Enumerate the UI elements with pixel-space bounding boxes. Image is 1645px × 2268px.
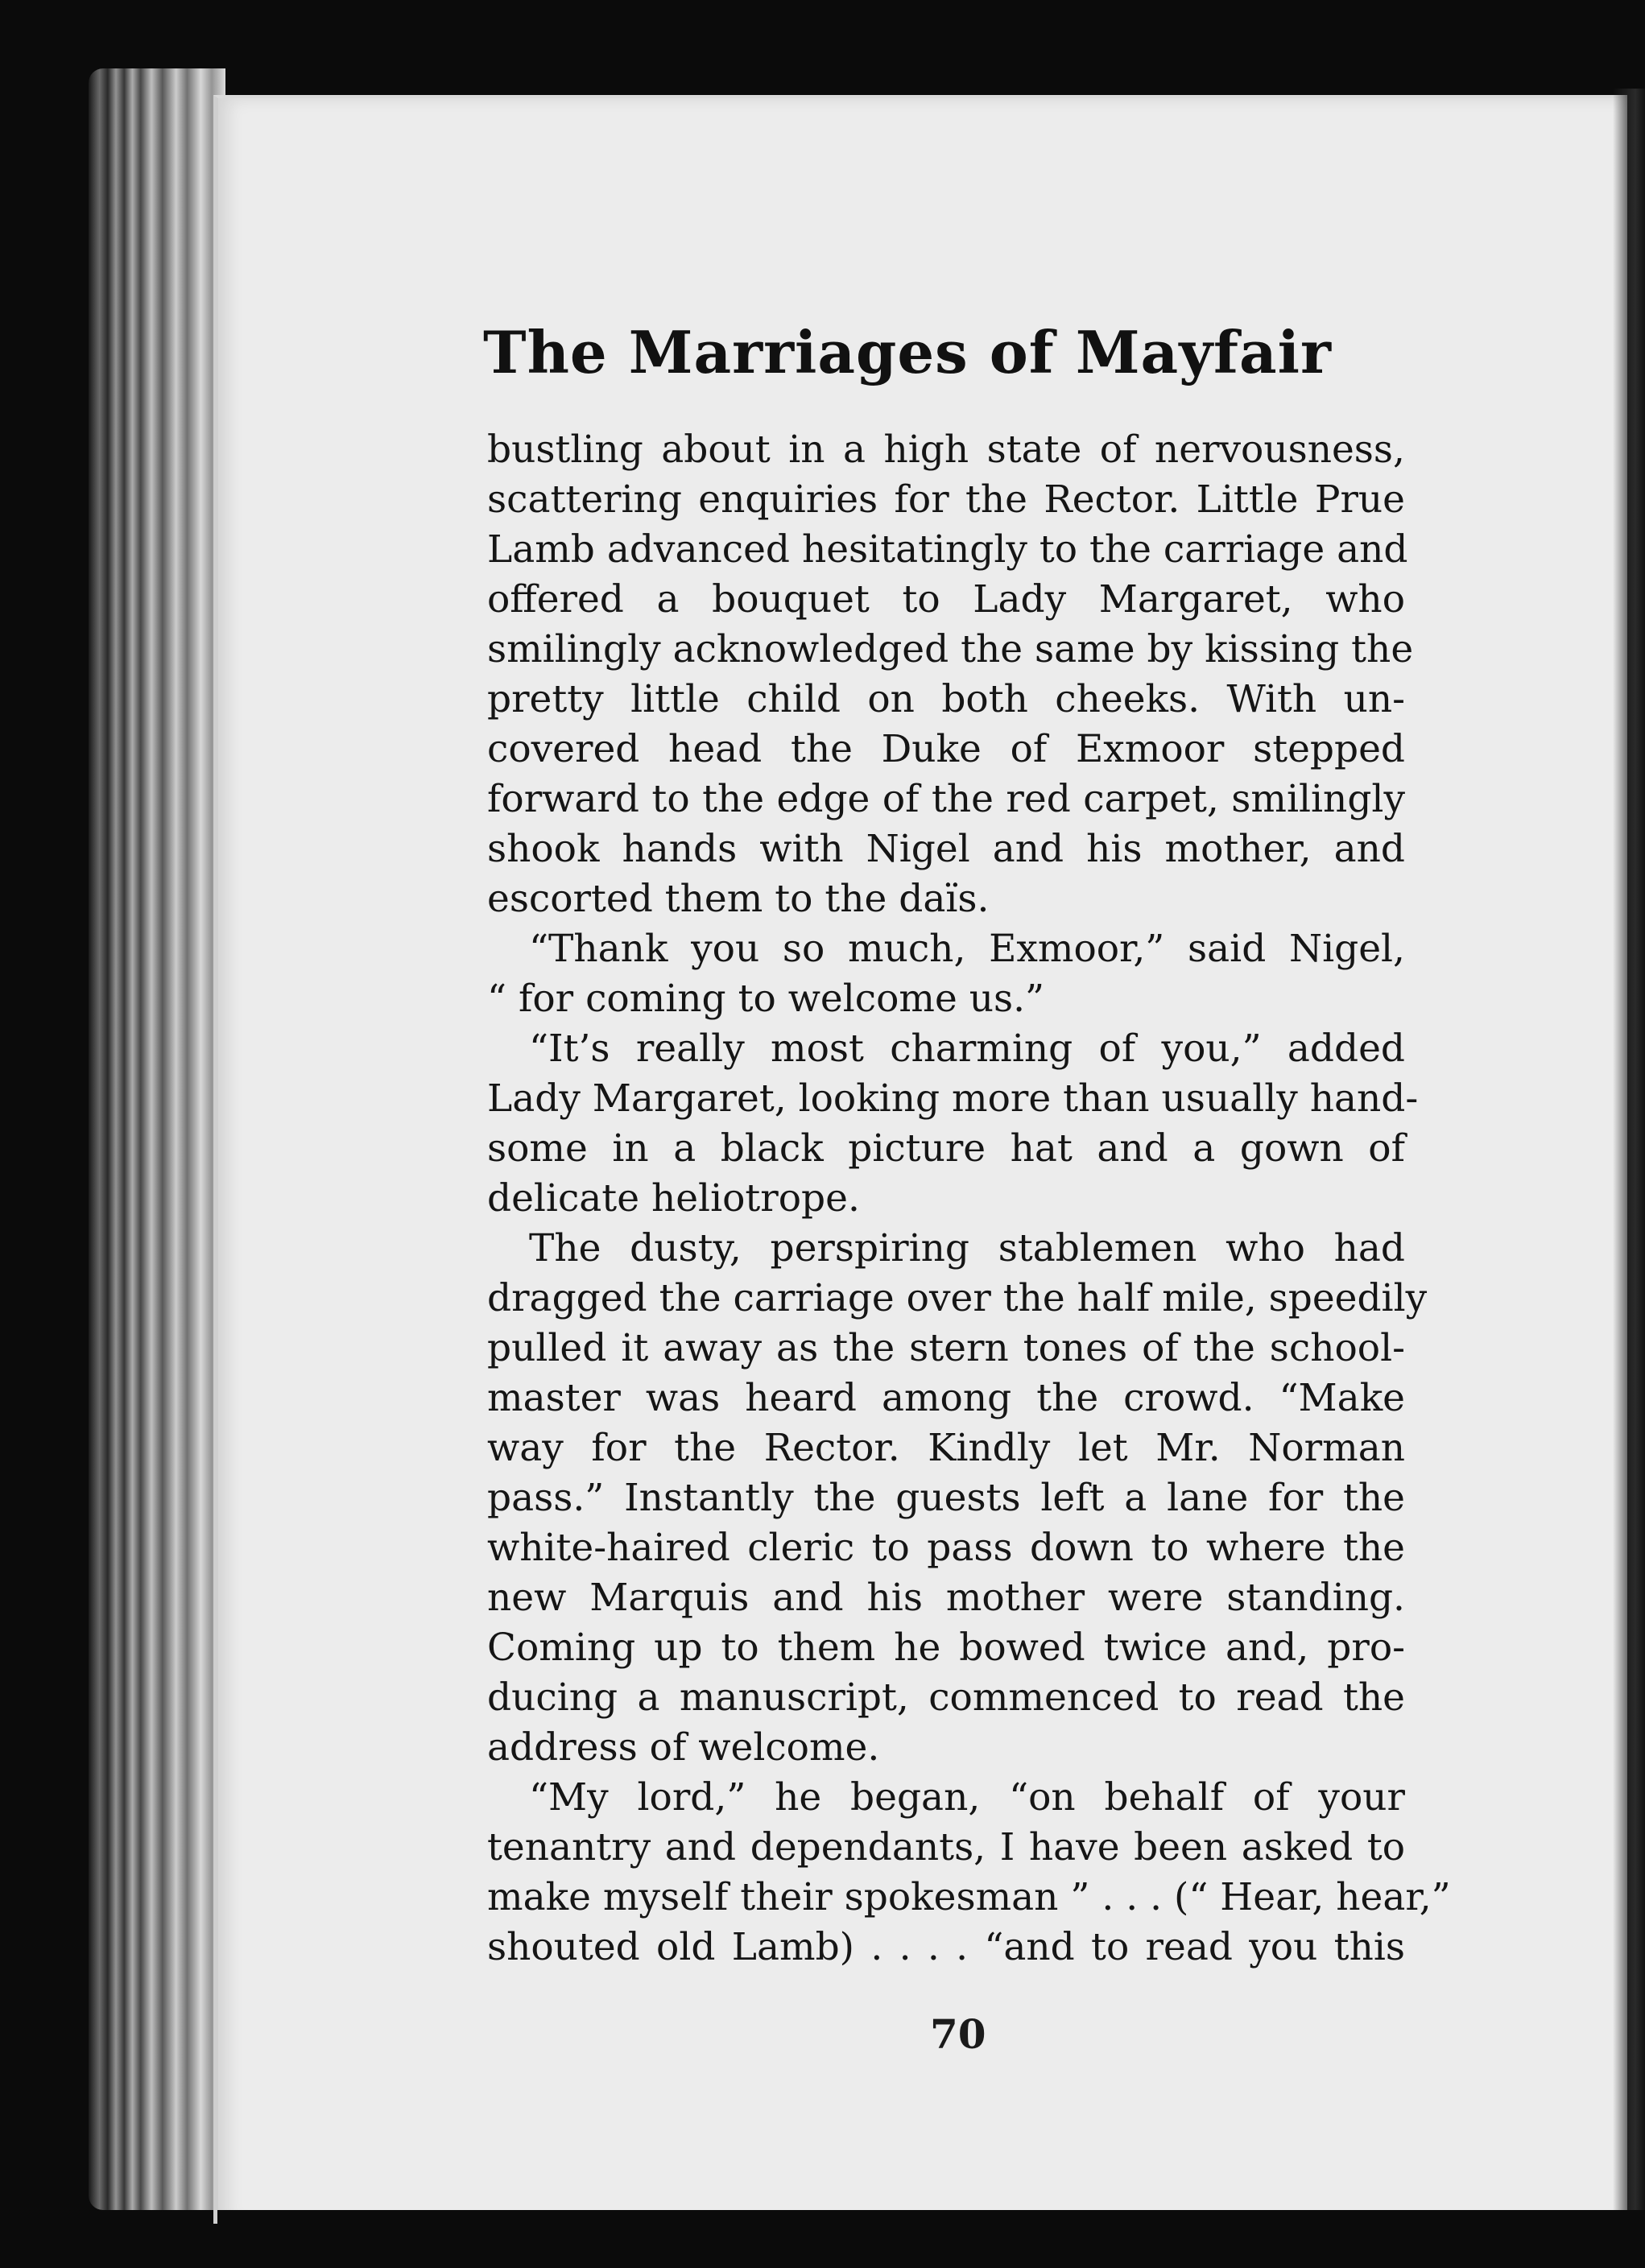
text-line: Lady Margaret, looking more than usually hand- [487,1076,1419,1121]
text-line: bustling about in a high state of nervousness, [487,428,1405,472]
text-line: shouted old Lamb) . . . . “and to read you this [487,1925,1405,1969]
text-line: “My lord,” he began, “on behalf of your [529,1775,1405,1820]
text-line: escorted them to the daïs. [487,877,990,921]
text-line: “Thank you so much, Exmoor,” said Nigel, [529,927,1405,971]
gutter-shadow [1613,89,1645,2246]
text-line: white-haired cleric to pass down to where the [487,1526,1405,1570]
text-line: new Marquis and his mother were standing. [487,1576,1405,1620]
bottom-shadow [217,2210,1645,2268]
text-line: pass.” Instantly the guests left a lane for the [487,1476,1405,1520]
book-page-edges [89,68,225,2210]
text-line: way for the Rector. Kindly let Mr. Norman [487,1426,1405,1470]
running-head: The Marriages of Mayfair [483,318,1332,386]
text-line: “It’s really most charming of you,” added [529,1027,1405,1071]
text-line: dragged the carriage over the half mile, speedily [487,1276,1428,1320]
text-line: Lamb advanced hesitatingly to the carriage and [487,527,1408,572]
text-line: master was heard among the crowd. “Make [487,1376,1405,1420]
text-line: delicate heliotrope. [487,1176,860,1221]
text-line: tenantry and dependants, I have been asked to [487,1825,1405,1869]
text-line: some in a black picture hat and a gown of [487,1126,1405,1171]
text-line: forward to the edge of the red carpet, smilingly [487,777,1405,821]
text-line: scattering enquiries for the Rector. Little Prue [487,477,1405,522]
page-number: 70 [930,2010,986,2058]
body-text [487,425,1451,1973]
text-line: pretty little child on both cheeks. With un- [487,677,1405,721]
text-line: smilingly acknowledged the same by kissing the [487,627,1414,671]
text-line: shook hands with Nigel and his mother, and [487,827,1405,871]
text-line: make myself their spokesman ” . . . (“ Hear, hear,” [487,1875,1451,1919]
text-line: ducing a manuscript, commenced to read the [487,1675,1405,1720]
text-line: Coming up to them he bowed twice and, pro- [487,1626,1405,1670]
text-line: “ for coming to welcome us.” [487,977,1045,1021]
text-line: pulled it away as the stern tones of the school- [487,1326,1405,1370]
text-line: offered a bouquet to Lady Margaret, who [487,577,1405,622]
text-line: address of welcome. [487,1725,880,1770]
text-line: The dusty, perspiring stablemen who had [529,1226,1405,1270]
text-line: covered head the Duke of Exmoor stepped [487,727,1405,771]
